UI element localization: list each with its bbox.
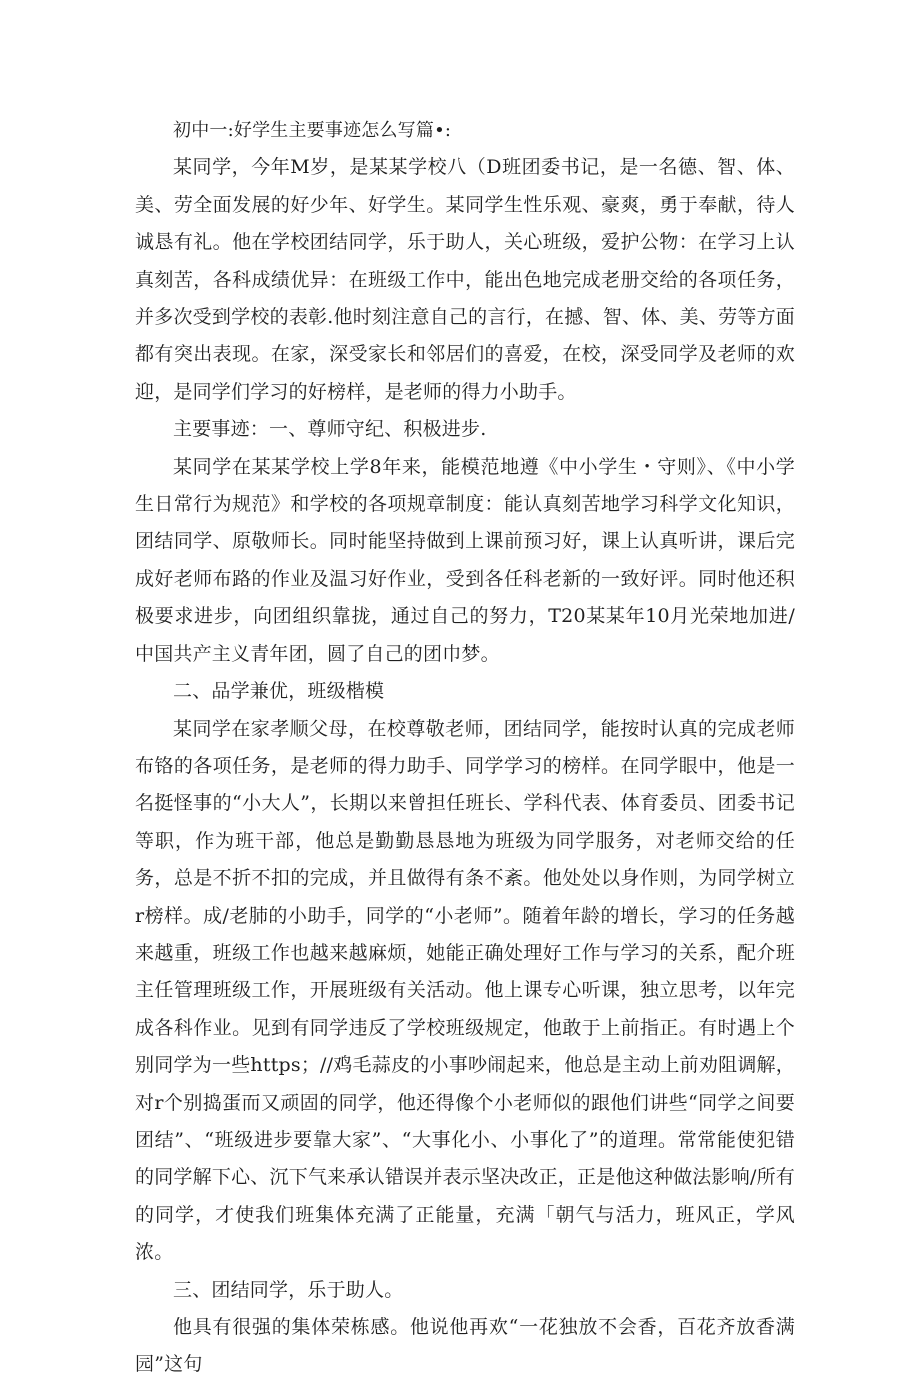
paragraph-introduction: 某同学，今年M岁，是某某学校八（D班团委书记，是一名德、智、体、美、劳全面发展的好少年、好学生。某同学生性乐观、豪爽，勇于奉献，待人诚恳有礼。他在学校团结同学，乐于助人，关心班级，爱护公物：在学习上认真刻苦，各科成绩优异：在班级工作中，能出色地完成老册交给的各项任务，并多次受到学校的表彰.他时刻注意自己的言行，在撼、智、体、美、劳等方面都有突出表现。在家，深受家长和邻居们的喜爱，在校，深受同学及老师的欢迎，是同学们学习的好榜样，是老师的得力小助手。 — [135, 156, 795, 403]
document-body — [135, 112, 795, 1384]
document-title: 初中一:好学生主要事迹怎么写篇•: — [173, 120, 452, 141]
paragraph-section-3: 他具有很强的集体荣栋感。他说他再欢“一花独放不会香，百花齐放香满园”这句 — [135, 1316, 795, 1376]
section-heading-2: 二、品学兼优，班级楷模 — [173, 680, 385, 703]
paragraph-section-1: 某同学在某某学校上学8年来，能模范地遵《中小学生・守则》、《中小学生日常行为规范》和学校的各项规章制度：能认真刻苦地学习科学文化知识，团结同学、原敬师长。同时能坚持做到上课前预习好，课上认真听讲，课后完成好老师布路的作业及温习好作业，受到各任科老新的一致好评。同时他还积极要求进步，向团组织靠拢，通过自己的努力，T20某某年10月光荣地加进/中国共产主义青年团，圆了自己的团巾梦。 — [135, 455, 795, 665]
section-heading-1: 主要事迹：一、尊师守纪、积极进步. — [173, 418, 487, 441]
section-heading-3: 三、团结同学，乐于助人。 — [173, 1278, 404, 1301]
paragraph-section-2: 某同学在家孝顺父母，在校尊敬老师，团结同学，能按时认真的完成老师布铬的各项任务，是老师的得力助手、同学学习的榜样。在同学眼中，他是一名挺怪事的“小大人”，长期以来曾担任班长、学科代表、体育委员、团委书记等职，作为班干部，他总是勤勤恳恳地为班级为同学服务，对老师交给的任务，总是不折不扣的完成，并且做得有条不紊。他处处以身作则，为同学树立r榜样。成/老肺的小助手，同学的“小老师”。随着年龄的增长，学习的任务越来越重，班级工作也越来越麻烦，她能正确处理好工作与学习的关系，配介班主任管理班级工作，开展班级有关活动。他上课专心听课，独立思考，以年完成各科作业。见到有同学违反了学校班级规定，他敢于上前指正。有时遇上个别同学为一些https；//鸡毛蒜皮的小事吵闹起来，他总是主动上前劝阻调解，对r个别捣蛋而又顽固的同学，他还得像个小老师似的跟他们讲些“同学之间要团结”、“班级进步要靠大家”、“大事化小、小事化了”的道理。常常能使犯错的同学解下心、沉下气来承认错误并表示坚决改正，正是他这种做法影响/所有的同学，才使我们班集体充满了正能量，充满「朝气与活力，班风正，学风浓。 — [135, 717, 795, 1264]
